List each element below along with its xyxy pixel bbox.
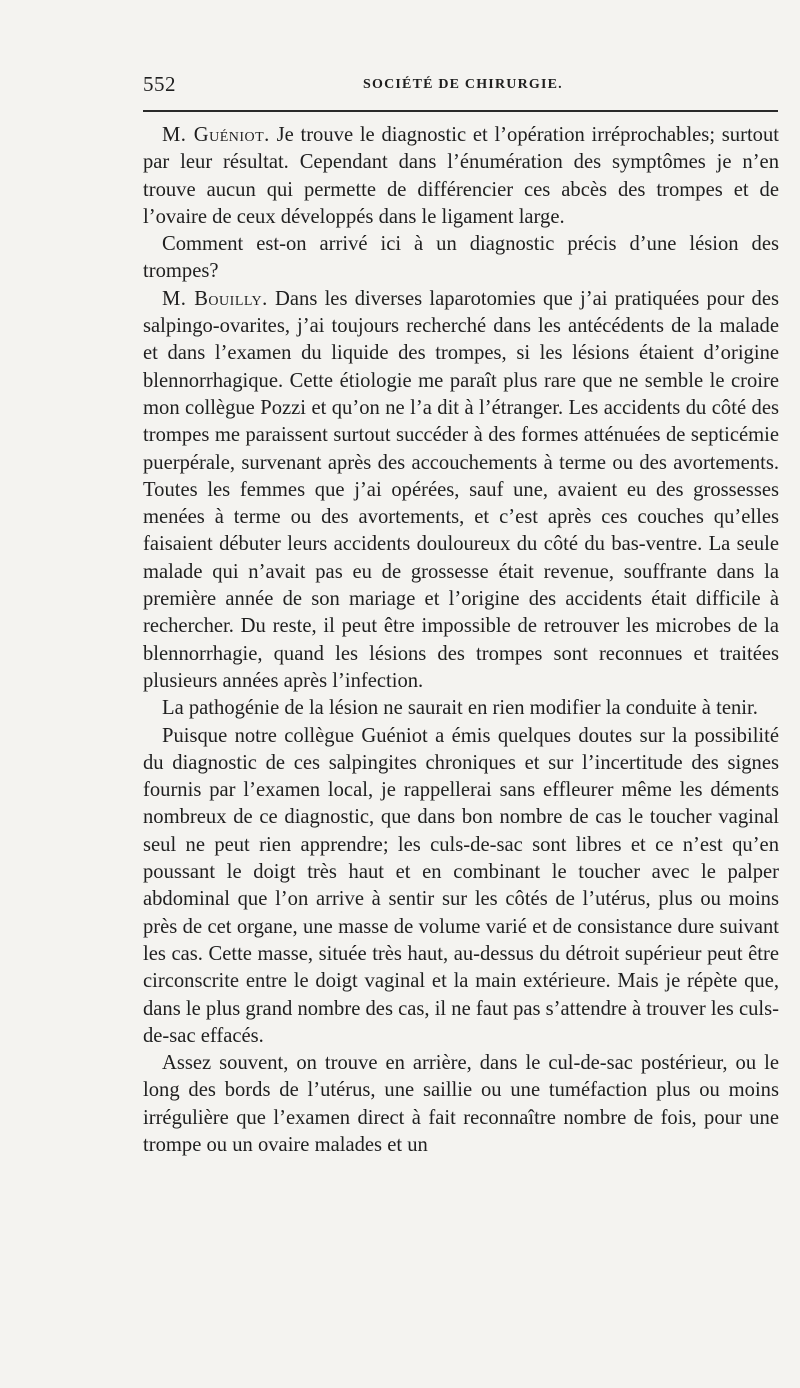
speaker-name: M. Bouilly. bbox=[162, 287, 268, 310]
paragraph bbox=[143, 1050, 779, 1159]
paragraph-text: La pathogénie de la lésion ne saurait en rien modifier la conduite à tenir. bbox=[162, 697, 758, 720]
paragraph bbox=[143, 695, 779, 722]
paragraph-text: Puisque notre collègue Guéniot a émis quelques doutes sur la possibilité du diagnostic de ces salpingites chroniques et sur l’incertitude des signes fournis par l’examen local, je rappellerai sans effleurer même les déments nombreux de ce diagnostic, que dans bon nombre de cas le toucher vaginal seul ne peut rien apprendre; les culs-de-sac sont libres et ce n’est qu’en poussant le doigt très haut et en combinant le toucher avec le palper abdominal que l’on arrive à sentir sur les côtés de l’utérus, plus ou moins près de cet organe, une masse de volume varié et de consistance dure suivant les cas. Cette masse, située très haut, au-dessus du détroit supérieur peut être circonscrite entre le doigt vaginal et la main extérieure. Mais je répète que, dans le plus grand nombre des cas, il ne faut pas s’attendre à trouver les culs-de-sac effacés. bbox=[143, 724, 779, 1047]
body-text bbox=[143, 122, 779, 1159]
paragraph-text: Assez souvent, on trouve en arrière, dans le cul-de-sac postérieur, ou le long des bords de l’utérus, une saillie ou une tuméfaction plus ou moins irrégulière que l’examen direct à fait reconnaître nombre de fois, pour une trompe ou un ovaire malades et un bbox=[143, 1052, 779, 1156]
paragraph bbox=[143, 723, 779, 1051]
paragraph-text: Dans les diverses laparotomies que j’ai pratiquées pour des salpingo-ovarites, j’ai toujours recherché dans les antécédents de la malade et dans l’examen du liquide des trompes, si les lésions étaient d’origine blennorrhagique. Cette étiologie me paraît plus rare que ne semble le croire mon collègue Pozzi et qu’on ne l’a dit à l’étranger. Les accidents du côté des trompes me paraissent surtout succéder à des formes atténuées de septicémie puerpérale, survenant après des accouchements à terme ou des avortements. Toutes les femmes que j’ai opérées, sauf une, avaient eu des grossesses menées à terme ou des avortements, et c’est après ces couches qu’elles faisaient débuter leurs accidents douloureux du côté du bas-ventre. La seule malade qui n’avait pas eu de grossesse était revenue, souffrante dans la première année de son mariage et l’origine des accidents était difficile à rechercher. Du reste, il peut être impossible de retrouver les microbes de la blennorrhagie, quand les lésions des trompes sont reconnues et traitées plusieurs années après l’infection. bbox=[143, 287, 779, 692]
paragraph bbox=[143, 122, 779, 231]
paragraph bbox=[143, 286, 779, 695]
page-header bbox=[143, 72, 778, 100]
running-title: SOCIÉTÉ DE CHIRURGIE. bbox=[363, 77, 563, 92]
page-number: 552 bbox=[143, 72, 176, 96]
speaker-name: M. Guéniot. bbox=[162, 124, 270, 146]
paragraph-text: Comment est-on arrivé ici à un diagnostic précis d’une lésion des trompes? bbox=[143, 233, 779, 283]
paragraph-text: Je trouve le diagnostic et l’opération irréprochables; surtout par leur résultat. Cependant dans l’énumération des symptômes je n’en trouve aucun qui permette de différencier ces abcès des trompes et de l’ovaire de ceux développés dans le ligament large. bbox=[143, 124, 779, 228]
header-rule bbox=[143, 110, 778, 112]
paragraph bbox=[143, 231, 779, 286]
